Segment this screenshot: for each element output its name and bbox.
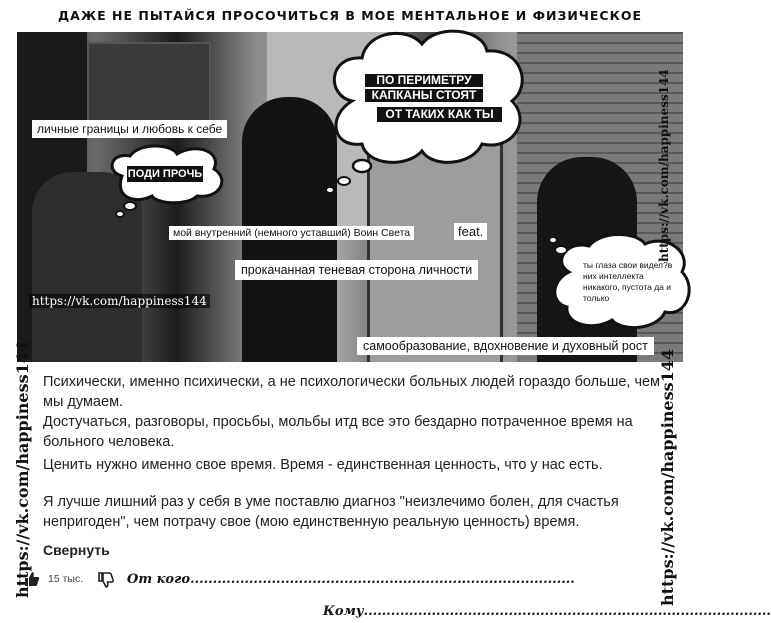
- paragraph-1: Психически, именно психически, а не психологически больных людей гораздо больше, чем мы думаем.: [43, 374, 661, 410]
- go-away-text: ПОДИ ПРОЧЬ: [127, 168, 203, 180]
- meme-photo: [17, 32, 683, 362]
- perimeter-line-2: КАПКАНЫ СТОЯТ: [365, 89, 483, 102]
- label-warrior: мой внутренний (немного уставший) Воин Света: [169, 226, 414, 240]
- label-boundaries: личные границы и любовь к себе: [32, 120, 227, 138]
- label-growth: самообразование, вдохновение и духовный рост: [357, 337, 654, 355]
- thumbs-down-icon[interactable]: [98, 572, 114, 588]
- collapse-link[interactable]: Свернуть: [43, 542, 110, 558]
- left-watermark: https://vk.com/happiness144: [13, 340, 32, 598]
- to-label: Кому..........................................................................................: [323, 604, 771, 619]
- paragraph-4: Я лучше лишний раз у себя в уме поставлю диагноз "неизлечимо болен, для счастья непригоден", чем потрачу свое (мою единственную реальную ценность) время.: [43, 494, 619, 530]
- paragraph-2: Достучаться, разговоры, просьбы, мольбы итд все это бездарно потраченное время на больного человека.: [43, 414, 633, 450]
- perimeter-line-1: ПО ПЕРИМЕТРУ: [365, 74, 483, 87]
- paragraph-3: Ценить нужно именно свое время. Время - единственная ценность, что у нас есть.: [43, 457, 603, 473]
- perimeter-line-3: ОТ ТАКИХ КАК ТЫ: [377, 107, 502, 122]
- from-label: От кого.....................................................................................: [127, 572, 575, 587]
- photo-watermark-vertical: https://vk.com/happiness144: [657, 69, 671, 262]
- comment-block: [17, 362, 683, 562]
- eyes-text: ты глаза свои видел?в них интеллекта никакого, пустота да и только: [583, 260, 673, 303]
- photo-watermark: https://vk.com/happiness144: [29, 294, 210, 308]
- likes-count: 15 тыс.: [48, 573, 84, 585]
- right-watermark: https://vk.com/happiness144: [658, 348, 677, 606]
- label-feat: feat.: [454, 223, 487, 240]
- thumbs-up-icon[interactable]: [24, 571, 40, 587]
- headline: ДАЖЕ НЕ ПЫТАЙСЯ ПРОСОЧИТЬСЯ В МОЕ МЕНТАЛЬНОЕ И ФИЗИЧЕСКОЕ: [58, 8, 642, 23]
- label-shadow: прокачанная теневая сторона личности: [235, 260, 478, 280]
